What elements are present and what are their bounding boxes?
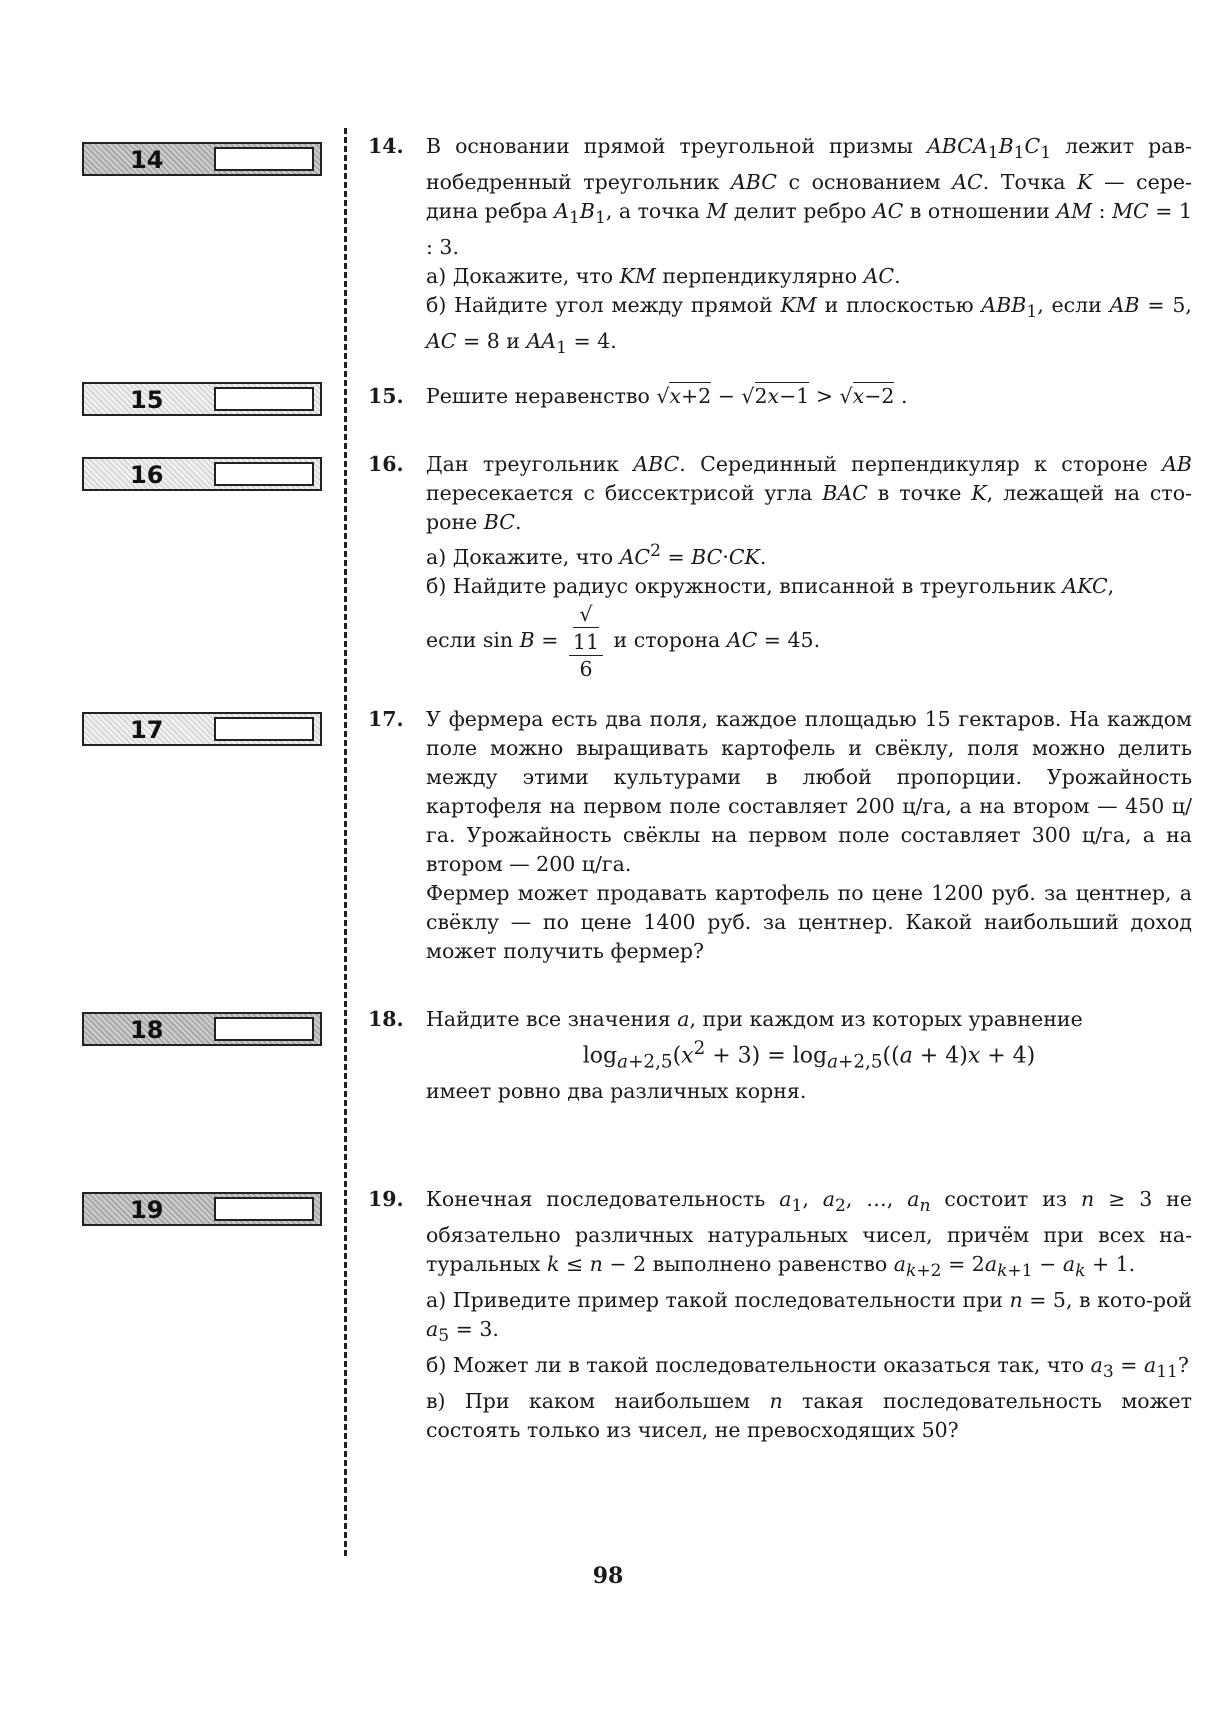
answer-badge-15: 15 xyxy=(82,382,322,416)
answer-box[interactable] xyxy=(214,147,314,171)
answer-badge-19: 19 xyxy=(82,1192,322,1226)
task-14-statement: В основании прямой треугольной призмы $ABCA_1B_1C_1$ лежит рав- нобедренный треугольник ABC с основанием AC. Точка K — сере- дина ребра $A_1B_1$, а точка M делит ребро AC в отношении AM : MC = 1 : 3. xyxy=(426,134,1193,260)
task-19: 19. Конечная последовательность $a_1$, $a_2$, …, $a_n$ состоит из n ≥ 3 не обязательно различных натуральных чисел, причём при всех на-туральных k ≤ n − 2 выполнено равенство $a_{k+2} = 2a_{k+1} - a_k + 1$. а) Приведите пример такой последовательности при n = 5, в кото-рой $a_5 = 3$. б) Может ли в такой последовательности оказаться так, что $a_3 = a_{11}$? в) При каком наибольшем n такая последовательность может состоять только из чисел, не превосходящих 50? xyxy=(368,1185,1192,1445)
task-15-statement: Решите неравенство √x+2 − √2x−1 > √x−2 . xyxy=(426,384,908,408)
answer-box[interactable] xyxy=(214,717,314,741)
task-16-part-b-cond: если sin B = √ 11 6 и сторона AC = 45. xyxy=(426,601,821,681)
task-18-equation: $\log_{a+2,5}(x^2 + 3) = \log_{a+2,5}((a + 4)x + 4)$ xyxy=(582,1038,1036,1073)
answer-badge-16: 16 xyxy=(82,457,322,491)
task-19-part-b: б) Может ли в такой последовательности оказаться так, что $a_3 = a_{11}$? xyxy=(426,1353,1189,1383)
task-18: 18. Найдите все значения a, при каждом из которых уравнение $\log_{a+2,5}(x^2 + 3) = \log_{a+2,5}((a + 4)x + 4)$ имеет ровно два различных корня. xyxy=(368,1005,1192,1106)
task-19-part-c: в) При каком наибольшем n такая последовательность может состоять только из чисел, не превосходящих 50? xyxy=(426,1389,1192,1443)
task-19-part-a: а) Приведите пример такой последовательности при n = 5, в кото-рой $a_5 = 3$. xyxy=(426,1288,1192,1347)
answer-badge-17: 17 xyxy=(82,712,322,746)
task-17-statement: У фермера есть два поля, каждое площадью 15 гектаров. На каждом поле можно выращивать картофель и свёклу, поля можно делить между этими культурами в любой пропорции. Урожайность картофеля на первом поле составляет 200 ц/га, а на втором — 450 ц/га. Урожайность свёклы на первом поле составляет 300 ц/га, а на втором — 200 ц/га. xyxy=(426,707,1192,876)
answer-box[interactable] xyxy=(214,1197,314,1221)
task-18-condition: имеет ровно два различных корня. xyxy=(426,1078,807,1103)
task-16-part-b: б) Найдите радиус окружности, вписанной в треугольник AKC, xyxy=(426,573,1115,598)
task-14-part-a: а) Докажите, что KM перпендикулярно AC. xyxy=(426,264,901,289)
task-14: 14. В основании прямой треугольной призмы $ABCA_1B_1C_1$ лежит рав- нобедренный треугольник ABC с основанием AC. Точка K — сере- дина ребра $A_1B_1$, а точка M делит ребро AC в отношении AM : MC = 1 : 3. а) Докажите, что KM перпендикулярно AC. б) Найдите угол между прямой KM и плоскостью $ABB_1$, если AB = 5, AC = 8 и $AA_1 = 4$. xyxy=(368,132,1192,363)
answer-box[interactable] xyxy=(214,462,314,486)
task-16-statement: Дан треугольник ABC. Серединный перпендикуляр к стороне AB пересекается с биссектрисой угла BAC в точке K, лежащей на сто-роне BC. xyxy=(426,452,1192,534)
page-number: 98 xyxy=(592,1563,624,1589)
task-17: 17. У фермера есть два поля, каждое площадью 15 гектаров. На каждом поле можно выращивать картофель и свёклу, поля можно делить между этими культурами в любой пропорции. Урожайность картофеля на первом поле составляет 200 ц/га, а на втором — 450 ц/га. Урожайность свёклы на первом поле составляет 300 ц/га, а на втором — 200 ц/га. Фермер может продавать картофель по цене 1200 руб. за центнер, а свёклу — по цене 1400 руб. за центнер. Какой наибольший доход может получить фермер? xyxy=(368,705,1192,966)
answer-box[interactable] xyxy=(214,387,314,411)
answer-badge-18: 18 xyxy=(82,1012,322,1046)
task-15: 15. Решите неравенство √x+2 − √2x−1 > √x−2 . xyxy=(368,382,1192,411)
task-18-statement: Найдите все значения a, при каждом из которых уравнение xyxy=(426,1007,1083,1031)
task-16: 16. Дан треугольник ABC. Серединный перпендикуляр к стороне AB пересекается с биссектрисой угла BAC в точке K, лежащей на сто-роне BC. а) Докажите, что $AC^2 = BC\cdot CK$. б) Найдите радиус окружности, вписанной в треугольник AKC, если sin B = √ 11 6 и сторона AC = 45. xyxy=(368,452,1192,681)
answer-badge-14: 14 xyxy=(82,142,322,176)
task-14-part-b: б) Найдите угол между прямой KM и плоскостью $ABB_1$, если AB = 5, AC = 8 и $AA_1 = 4$. xyxy=(426,293,1192,359)
task-17-question: Фермер может продавать картофель по цене 1200 руб. за центнер, а свёклу — по цене 1400 руб. за центнер. Какой наибольший доход может получить фермер? xyxy=(426,881,1192,963)
answer-box[interactable] xyxy=(214,1017,314,1041)
task-19-statement: Конечная последовательность $a_1$, $a_2$, …, $a_n$ состоит из n ≥ 3 не обязательно различных натуральных чисел, причём при всех на-туральных k ≤ n − 2 выполнено равенство $a_{k+2} = 2a_{k+1} - a_k + 1$. xyxy=(426,1187,1192,1282)
cut-line xyxy=(344,128,347,1556)
task-16-part-a: а) Докажите, что $AC^2 = BC\cdot CK$. xyxy=(426,541,767,569)
